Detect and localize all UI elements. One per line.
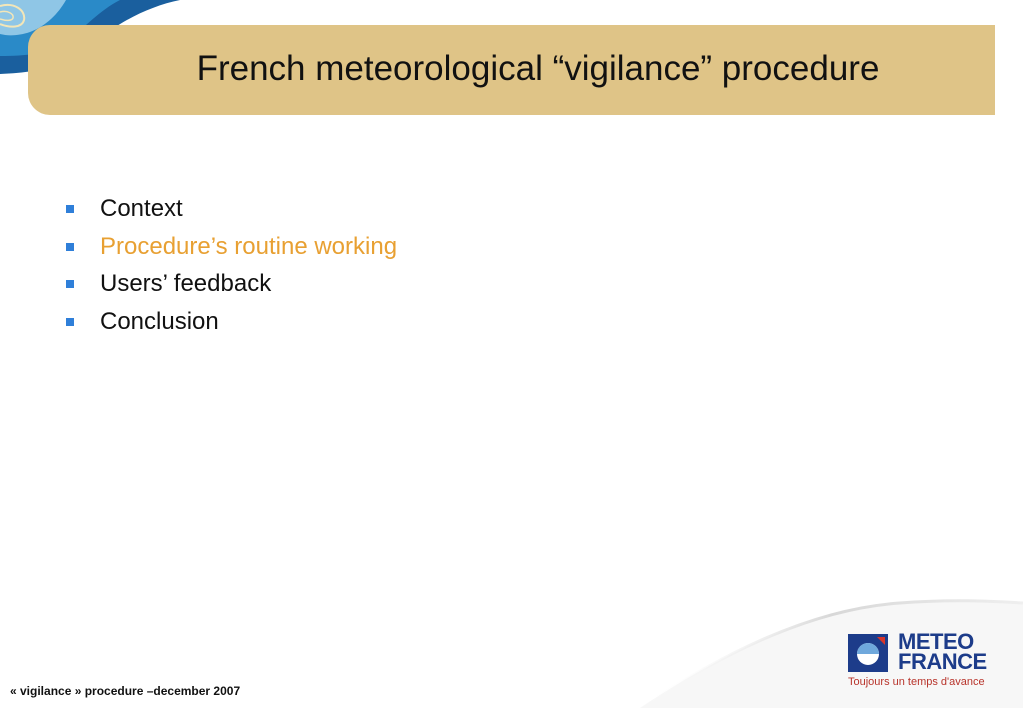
agenda-item-feedback — [66, 265, 397, 303]
agenda-item-label: Conclusion — [100, 307, 219, 335]
agenda-item-label: Users’ feedback — [100, 270, 272, 298]
slide-title: French meteorological “vigilance” procedure — [196, 49, 880, 88]
agenda-item-context — [66, 190, 397, 228]
logo-wordmark — [898, 629, 987, 674]
footer-text: « vigilance » procedure –december 2007 — [10, 684, 241, 698]
bullet-square-icon — [66, 205, 74, 213]
meteo-france-emblem-icon — [848, 634, 888, 672]
agenda-item-label: Procedure’s routine working — [100, 232, 398, 260]
agenda-item-conclusion — [66, 303, 397, 341]
agenda-list — [66, 190, 397, 341]
bullet-square-icon — [66, 318, 74, 326]
bullet-square-icon — [66, 280, 74, 288]
meteo-france-logo — [848, 629, 998, 692]
logo-line-1: METEO — [898, 629, 974, 654]
bullet-square-icon — [66, 243, 74, 251]
agenda-item-procedure — [66, 228, 397, 266]
logo-line-2: FRANCE — [898, 649, 987, 674]
logo-slogan: Toujours un temps d'avance — [848, 676, 985, 688]
agenda-item-label: Context — [100, 194, 183, 222]
